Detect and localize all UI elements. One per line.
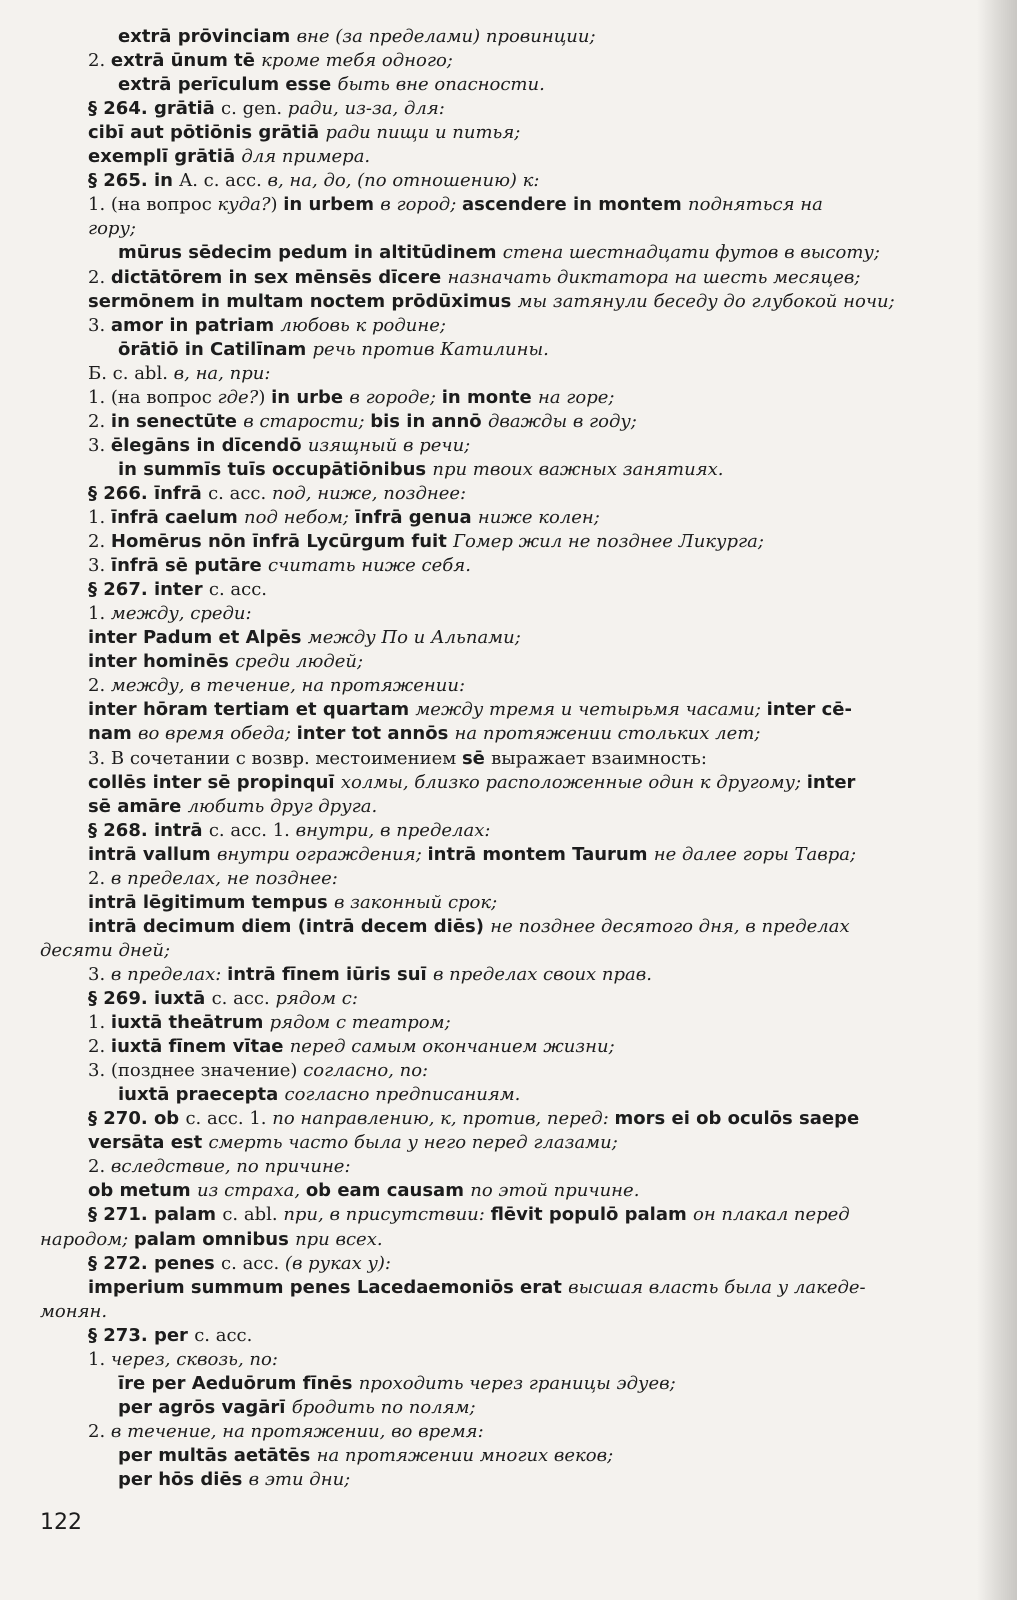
text-line (118, 72, 1017, 96)
text-line (88, 385, 1017, 409)
latin-term: extrā ūnum tē (110, 50, 262, 72)
latin-term: in summīs tuīs occupātiōnibus (118, 458, 433, 480)
latin-term: amor in patriam (110, 314, 281, 336)
russian-gloss: рядом с: (275, 988, 358, 1009)
latin-term: intrā vallum (88, 843, 217, 865)
latin-term: ob metum (88, 1180, 197, 1202)
text-line (88, 265, 1017, 289)
plain-text: c. acc. (208, 579, 268, 601)
russian-gloss: среди людей; (235, 651, 364, 673)
latin-term: in senectūte (110, 410, 244, 432)
russian-gloss: не позднее десятого дня, в пределах (490, 915, 850, 937)
latin-term: īnfrā genua (354, 507, 478, 528)
text-line (118, 1082, 1017, 1106)
text-line (88, 96, 1017, 120)
latin-term: sermōnem in multam noctem prōdūximus (88, 290, 518, 312)
text-line (88, 1010, 1017, 1034)
russian-gloss: на протяжении многих веков; (316, 1444, 614, 1466)
russian-gloss: монян. (40, 1300, 108, 1322)
latin-term: § 273. per (88, 1324, 195, 1346)
text-line (88, 144, 1017, 168)
plain-text: выражает взаимность: (491, 747, 707, 769)
text-line (88, 1202, 1017, 1226)
text-line (88, 673, 1017, 697)
text-line (88, 192, 1017, 216)
plain-text: Б. c. abl. (88, 362, 174, 384)
text-line (118, 1395, 1017, 1419)
text-line (40, 1227, 1017, 1251)
russian-gloss: смерть часто была у него перед глазами; (208, 1132, 618, 1154)
russian-gloss: при, в присутствии: (283, 1204, 491, 1226)
russian-gloss: куда? (217, 194, 271, 216)
plain-text: c. acc. 1. (208, 819, 296, 841)
plain-text: c. abl. (222, 1204, 284, 1226)
text-line (88, 433, 1017, 457)
russian-gloss: (в руках у): (284, 1252, 391, 1274)
latin-term: dictātōrem in sex mēnsēs dīcere (110, 266, 448, 288)
latin-term: ēlegāns in dīcendō (110, 434, 308, 456)
russian-gloss: гору; (88, 218, 136, 240)
plain-text: 1. (88, 1012, 111, 1034)
text-line (88, 625, 1017, 649)
plain-text: 1. (88, 1348, 111, 1370)
russian-gloss: в пределах своих прав. (432, 963, 652, 985)
russian-gloss: в город; (380, 194, 462, 216)
text-line (88, 505, 1017, 529)
latin-term: collēs inter sē propinquī (88, 771, 341, 793)
plain-text: ) (258, 386, 272, 408)
text-line (118, 1467, 1017, 1491)
text-line (88, 1178, 1017, 1202)
russian-gloss: ради, из-за, для: (287, 98, 445, 120)
russian-gloss: ради пищи и питья; (325, 122, 521, 144)
russian-gloss: он плакал перед (693, 1204, 850, 1226)
latin-term: § 269. iuxtā (88, 988, 212, 1009)
text-line (88, 890, 1017, 914)
russian-gloss: внутри, в пределах: (295, 819, 491, 841)
text-line (88, 529, 1017, 553)
latin-term: sē amāre (88, 795, 188, 817)
russian-gloss: под, ниже, позднее: (271, 482, 467, 504)
latin-term: § 265. in (88, 170, 180, 192)
text-line (88, 216, 1017, 240)
latin-term: exemplī grātiā (88, 146, 242, 168)
text-line (88, 168, 1017, 192)
russian-gloss: не далее горы Тавра; (653, 843, 857, 865)
latin-term: palam omnibus (133, 1228, 296, 1250)
latin-term: § 271. palam (88, 1204, 223, 1226)
russian-gloss: рядом с театром; (269, 1012, 451, 1034)
latin-term: in urbem (283, 194, 381, 216)
plain-text: 3. В сочетании с возвр. местоимением (88, 747, 462, 769)
plain-text: c. acc. (194, 1324, 253, 1346)
latin-term: § 264. grātiā (88, 98, 222, 120)
text-line (88, 1347, 1017, 1371)
russian-gloss: в пределах: (110, 963, 228, 985)
text-line (88, 818, 1017, 842)
text-line (88, 481, 1017, 505)
text-line (88, 577, 1017, 601)
plain-text: c. acc. 1. (185, 1108, 273, 1130)
latin-term: īnfrā sē putāre (110, 555, 269, 577)
plain-text: 2. (88, 675, 111, 697)
russian-gloss: мы затянули беседу до глубокой ночи; (517, 290, 895, 312)
russian-gloss: при всех. (295, 1228, 383, 1250)
russian-gloss: во время обеда; (137, 723, 297, 745)
latin-term: intrā decimum diem (intrā decem diēs) (88, 915, 491, 937)
text-line (118, 1443, 1017, 1467)
text-line (118, 337, 1017, 361)
latin-term: mūrus sēdecim pedum in altitūdinem (118, 242, 503, 264)
plain-text: 1. (на вопрос (88, 194, 218, 216)
russian-gloss: на протяжении стольких лет; (454, 723, 761, 745)
latin-term: inter cē- (766, 699, 852, 721)
russian-gloss: между По и Альпами; (307, 627, 521, 649)
text-line (88, 914, 1017, 938)
latin-term: Homērus nōn īnfrā Lycūrgum fuit (110, 531, 454, 553)
plain-text: c. acc. (208, 482, 272, 504)
plain-text: 2. (88, 867, 111, 889)
russian-gloss: считать ниже себя. (268, 555, 471, 577)
text-line (40, 938, 1017, 962)
text-line (40, 1299, 1017, 1323)
text-line (88, 770, 1017, 794)
russian-gloss: в пределах, не позднее: (110, 867, 338, 889)
plain-text: 3. (88, 555, 111, 577)
latin-term: īnfrā caelum (110, 507, 245, 528)
latin-term: inter tot annōs (296, 723, 455, 745)
russian-gloss: между тремя и четырьмя часами; (415, 699, 767, 721)
text-line (88, 1058, 1017, 1082)
russian-gloss: между, среди: (110, 603, 252, 625)
russian-gloss: любовь к родине; (280, 314, 446, 336)
russian-gloss: речь против Катилины. (312, 338, 549, 360)
text-line (88, 866, 1017, 890)
russian-gloss: любить друг друга. (187, 795, 378, 817)
russian-gloss: назначать диктатора на шесть месяцев; (447, 266, 861, 288)
plain-text: 3. (88, 434, 111, 456)
latin-term: īre per Aeduōrum fīnēs (118, 1372, 359, 1394)
latin-term: iuxtā theātrum (110, 1012, 270, 1034)
text-line (88, 601, 1017, 625)
plain-text: 2. (88, 1036, 111, 1058)
latin-term: nam (88, 723, 138, 745)
text-line (118, 457, 1017, 481)
russian-gloss: по этой причине. (470, 1180, 640, 1202)
latin-term: imperium summum penes Lacedaemoniōs erat (88, 1276, 569, 1298)
russian-gloss: народом; (40, 1228, 134, 1250)
text-line (88, 1323, 1017, 1347)
latin-term: § 268. intrā (88, 819, 209, 841)
russian-gloss: через, сквозь, по: (110, 1348, 278, 1370)
latin-term: per multās aetātēs (118, 1444, 317, 1466)
text-line (88, 1419, 1017, 1443)
latin-term: versāta est (88, 1132, 209, 1154)
text-line (88, 553, 1017, 577)
plain-text: 3. (88, 963, 111, 985)
text-line (88, 962, 1017, 986)
plain-text: 1. (на вопрос (88, 386, 218, 408)
plain-text: 2. (88, 266, 111, 288)
latin-term: extrā prōvinciam (118, 26, 297, 47)
russian-gloss: в течение, на протяжении, во время: (110, 1420, 484, 1442)
latin-term: § 266. īnfrā (88, 482, 209, 504)
russian-gloss: внутри ограждения; (216, 843, 428, 865)
russian-gloss: в законный срок; (333, 891, 498, 913)
russian-gloss: быть вне опасности. (337, 74, 545, 96)
page-edge-shadow (977, 0, 1017, 1600)
text-line (88, 697, 1017, 721)
plain-text: 2. (88, 50, 111, 72)
text-line (88, 842, 1017, 866)
latin-term: ascendere in montem (461, 194, 689, 216)
latin-term: cibī aut pōtiōnis grātiā (88, 122, 326, 144)
latin-term: inter hominēs (88, 651, 236, 673)
latin-term: inter (806, 771, 856, 793)
latin-term: bis in annō (370, 410, 488, 432)
plain-text: 2. (88, 1420, 111, 1442)
text-line (88, 313, 1017, 337)
latin-term: intrā lēgitimum tempus (88, 891, 334, 913)
latin-term: intrā fīnem iūris suī (227, 963, 433, 985)
russian-gloss: вследствие, по причине: (110, 1156, 351, 1178)
russian-gloss: десяти дней; (40, 939, 171, 961)
russian-gloss: ниже колен; (477, 507, 600, 528)
text-line (88, 1034, 1017, 1058)
russian-gloss: в эти дни; (248, 1469, 351, 1490)
russian-gloss: перед самым окончанием жизни; (289, 1036, 615, 1058)
russian-gloss: при твоих важных занятиях. (432, 458, 724, 480)
russian-gloss: холмы, близко расположенные один к другому; (340, 771, 807, 793)
latin-term: in urbe (271, 386, 350, 408)
russian-gloss: где? (217, 386, 259, 408)
text-line (88, 48, 1017, 72)
plain-text: 1. (88, 603, 111, 625)
russian-gloss: в, на, до, (по отношению) к: (267, 170, 540, 192)
latin-term: § 270. ob (88, 1108, 186, 1130)
plain-text: c. gen. (221, 98, 288, 120)
text-line (118, 1371, 1017, 1395)
text-line (88, 1154, 1017, 1178)
plain-text: 3. (88, 314, 111, 336)
russian-gloss: между, в течение, на протяжении: (110, 675, 466, 697)
text-line (88, 746, 1017, 770)
russian-gloss: из страха, (196, 1180, 306, 1202)
plain-text: A. c. acc. (179, 170, 268, 192)
text-line (88, 1130, 1017, 1154)
russian-gloss: согласно, по: (303, 1060, 429, 1082)
latin-term: mors ei ob oculōs saepe (614, 1108, 860, 1130)
russian-gloss: кроме тебя одного; (261, 50, 453, 72)
russian-gloss: высшая власть была у лакеде- (568, 1276, 866, 1298)
russian-gloss: на горе; (538, 386, 615, 408)
russian-gloss: в, на, при: (173, 362, 271, 384)
text-line (88, 649, 1017, 673)
russian-gloss: подняться на (688, 194, 823, 216)
text-line (88, 721, 1017, 745)
text-line (88, 120, 1017, 144)
plain-text: c. acc. (211, 988, 276, 1009)
text-line (88, 1251, 1017, 1275)
russian-gloss: Гомер жил не позднее Ликурга; (453, 531, 764, 553)
latin-term: inter Padum et Alpēs (88, 627, 308, 649)
latin-term: iuxtā praecepta (118, 1084, 285, 1106)
plain-text: 2. (88, 531, 111, 553)
russian-gloss: дважды в году; (487, 410, 637, 432)
text-line (118, 240, 1017, 264)
latin-term: iuxtā fīnem vītae (110, 1036, 290, 1058)
text-line (88, 289, 1017, 313)
latin-term: intrā montem Taurum (427, 843, 654, 865)
latin-term: per hōs diēs (118, 1469, 249, 1490)
latin-term: flēvit populō palam (490, 1204, 694, 1226)
text-line (88, 1275, 1017, 1299)
text-line (88, 361, 1017, 385)
russian-gloss: для примера. (241, 146, 371, 168)
latin-term: ob eam causam (305, 1180, 471, 1202)
russian-gloss: согласно предписаниям. (284, 1084, 521, 1106)
russian-gloss: изящный в речи; (307, 434, 471, 456)
plain-text: 2. (88, 410, 111, 432)
plain-text: ) (270, 194, 284, 216)
page-number: 122 (40, 1510, 82, 1535)
latin-term: extrā perīculum esse (118, 74, 338, 96)
latin-term: ōrātiō in Catilīnam (118, 338, 313, 360)
russian-gloss: бродить по полям; (291, 1396, 476, 1418)
plain-text: c. acc. (221, 1252, 285, 1274)
plain-text: 1. (88, 507, 111, 528)
latin-term: inter hōram tertiam et quartam (88, 699, 416, 721)
russian-gloss: в городе; (349, 386, 442, 408)
latin-term: § 272. penes (88, 1252, 222, 1274)
latin-term: in monte (441, 386, 538, 408)
russian-gloss: по направлению, к, против, перед: (272, 1108, 615, 1130)
text-line (88, 409, 1017, 433)
russian-gloss: в старости; (243, 410, 371, 432)
plain-text: 2. (88, 1156, 111, 1178)
russian-gloss: под небом; (244, 507, 355, 528)
text-line (88, 1106, 1017, 1130)
russian-gloss: стена шестнадцати футов в высоту; (502, 242, 880, 264)
latin-term: sē (461, 747, 492, 769)
latin-term: per agrōs vagārī (118, 1396, 292, 1418)
text-line (88, 986, 1017, 1010)
text-line (118, 24, 1017, 48)
latin-term: § 267. inter (88, 579, 209, 601)
text-line (88, 794, 1017, 818)
russian-gloss: проходить через границы эдуев; (358, 1372, 676, 1394)
plain-text: 3. (позднее значение) (88, 1060, 304, 1082)
russian-gloss: вне (за пределами) провинции; (296, 26, 596, 47)
